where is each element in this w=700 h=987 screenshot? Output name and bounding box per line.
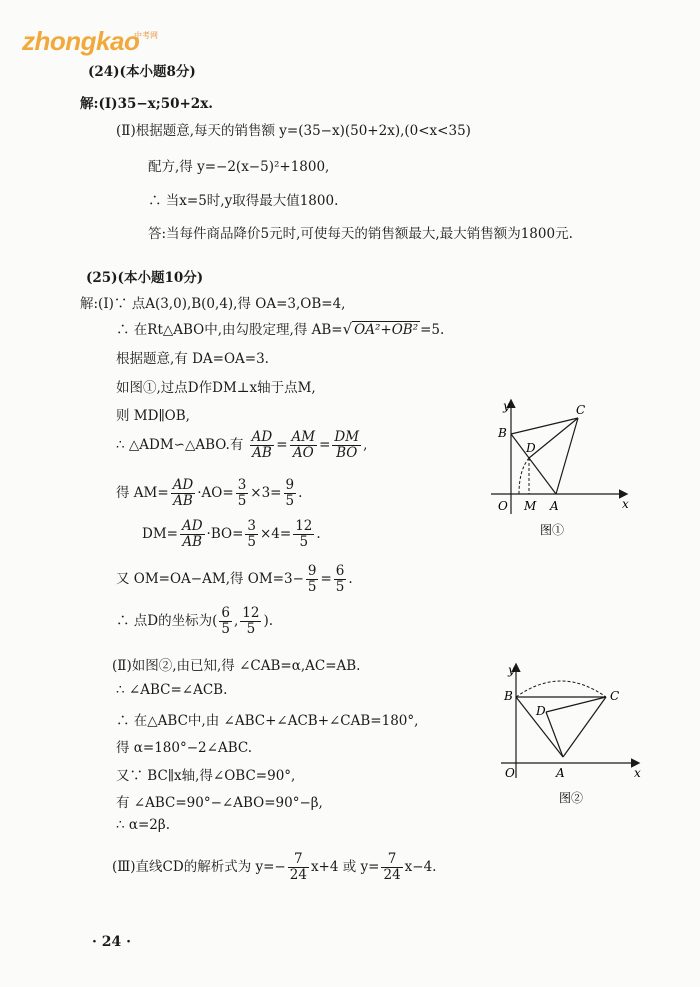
- q25-line-4: 如图①,过点D作DM⊥x轴于点M,: [116, 380, 316, 396]
- fig1-segment-AC: [556, 418, 578, 494]
- fig1-label-C: C: [576, 403, 586, 417]
- q25-line-11: (Ⅱ)如图②,由已知,得 ∠CAB=α,AC=AB.: [112, 658, 361, 674]
- fig2-label-x: x: [634, 766, 641, 780]
- site-logo-subtitle: 中考网: [134, 31, 158, 40]
- q25-line-12: ∴ ∠ABC=∠ACB.: [116, 682, 228, 698]
- fig2-label-B: B: [504, 689, 513, 703]
- q25-line-16: 有 ∠ABC=90°−∠ABO=90°−β,: [116, 795, 323, 811]
- q25-line-2: ∴ 在Rt△ABO中,由勾股定理,得 AB=√ OA²+OB² =5.: [116, 320, 445, 338]
- fig2-label-y: y: [508, 663, 515, 677]
- q25-line-6: ∴ △ADM∽△ABO.有 $\frac{AD}{AB}$ = $\frac{AM}{AO}$ = $\frac{DM}{BO}$ ,: [116, 429, 368, 461]
- fig1-label-M: M: [524, 499, 537, 513]
- q24-line-2: (Ⅱ)根据题意,每天的销售额 y=(35−x)(50+2x),(0<x<35): [116, 123, 471, 139]
- q25-line-17: ∴ α=2β.: [116, 817, 170, 833]
- q25-line-9: 又 OM=OA−AM,得 OM=3− $\frac{9}{5}$ = $\frac{6}{5}$ .: [116, 563, 353, 595]
- q24-header: (24)(本小题8分): [88, 64, 196, 80]
- fig1-label-B: B: [498, 426, 507, 440]
- q25-line-14: 得 α=180°−2∠ABC.: [116, 740, 253, 756]
- fig2-label-O: O: [505, 766, 515, 780]
- q25-line-18: (Ⅲ)直线CD的解析式为 y=− $\frac{7}{24}$ x+4 或 y= $\frac{7}{24}$ x−4.: [112, 851, 437, 883]
- fig1-arc: [519, 458, 529, 494]
- q25-line-10: ∴ 点D的坐标为( $\frac{6}{5}$ , $\frac{12}{5}$ ).: [116, 605, 274, 637]
- q25-header: (25)(本小题10分): [86, 270, 204, 286]
- q25-line-15: 又∵ BC∥x轴,得∠OBC=90°,: [116, 768, 296, 784]
- q24-line-5: 答:当每件商品降价5元时,可使每天的销售额最大,最大销售额为1800元.: [148, 226, 573, 242]
- fig2-caption: 图②: [559, 791, 584, 805]
- fig1-label-O: O: [498, 499, 508, 513]
- q25-line-5: 则 MD∥OB,: [116, 408, 190, 424]
- q25-line-1: 解:(Ⅰ)∵ 点A(3,0),B(0,4),得 OA=3,OB=4,: [80, 296, 346, 312]
- q25-line-13: ∴ 在△ABC中,由 ∠ABC+∠ACB+∠CAB=180°,: [116, 713, 419, 729]
- fig1-label-A: A: [550, 499, 559, 513]
- fig1-caption: 图①: [540, 523, 565, 537]
- page-number: · 24 ·: [92, 934, 131, 950]
- site-logo: zhongkao: [22, 26, 140, 56]
- q24-line-1: 解:(Ⅰ)35−x;50+2x.: [80, 96, 213, 112]
- fig2-label-A: A: [556, 766, 565, 780]
- fig2-arc: [516, 681, 606, 697]
- fig1-label-y: y: [503, 399, 510, 413]
- fig2-label-C: C: [610, 689, 620, 703]
- fig1-label-D: D: [526, 441, 536, 455]
- q25-line-7: 得 AM= $\frac{AD}{AB}$ ·AO= $\frac{3}{5}$ ×3= $\frac{9}{5}$ .: [116, 477, 303, 509]
- q25-line-8: DM= $\frac{AD}{AB}$ ·BO= $\frac{3}{5}$ ×4= $\frac{12}{5}$ .: [142, 518, 321, 550]
- figure-1: [486, 396, 636, 546]
- fig2-label-D: D: [536, 704, 546, 718]
- fig2-segment-DA: [546, 712, 563, 757]
- figure-2: [496, 660, 646, 810]
- q25-line-3: 根据题意,有 DA=OA=3.: [116, 351, 269, 367]
- q24-line-4: ∴ 当x=5时,y取得最大值1800.: [148, 193, 339, 209]
- q24-line-3: 配方,得 y=−2(x−5)²+1800,: [148, 159, 330, 175]
- fig1-label-x: x: [622, 497, 629, 511]
